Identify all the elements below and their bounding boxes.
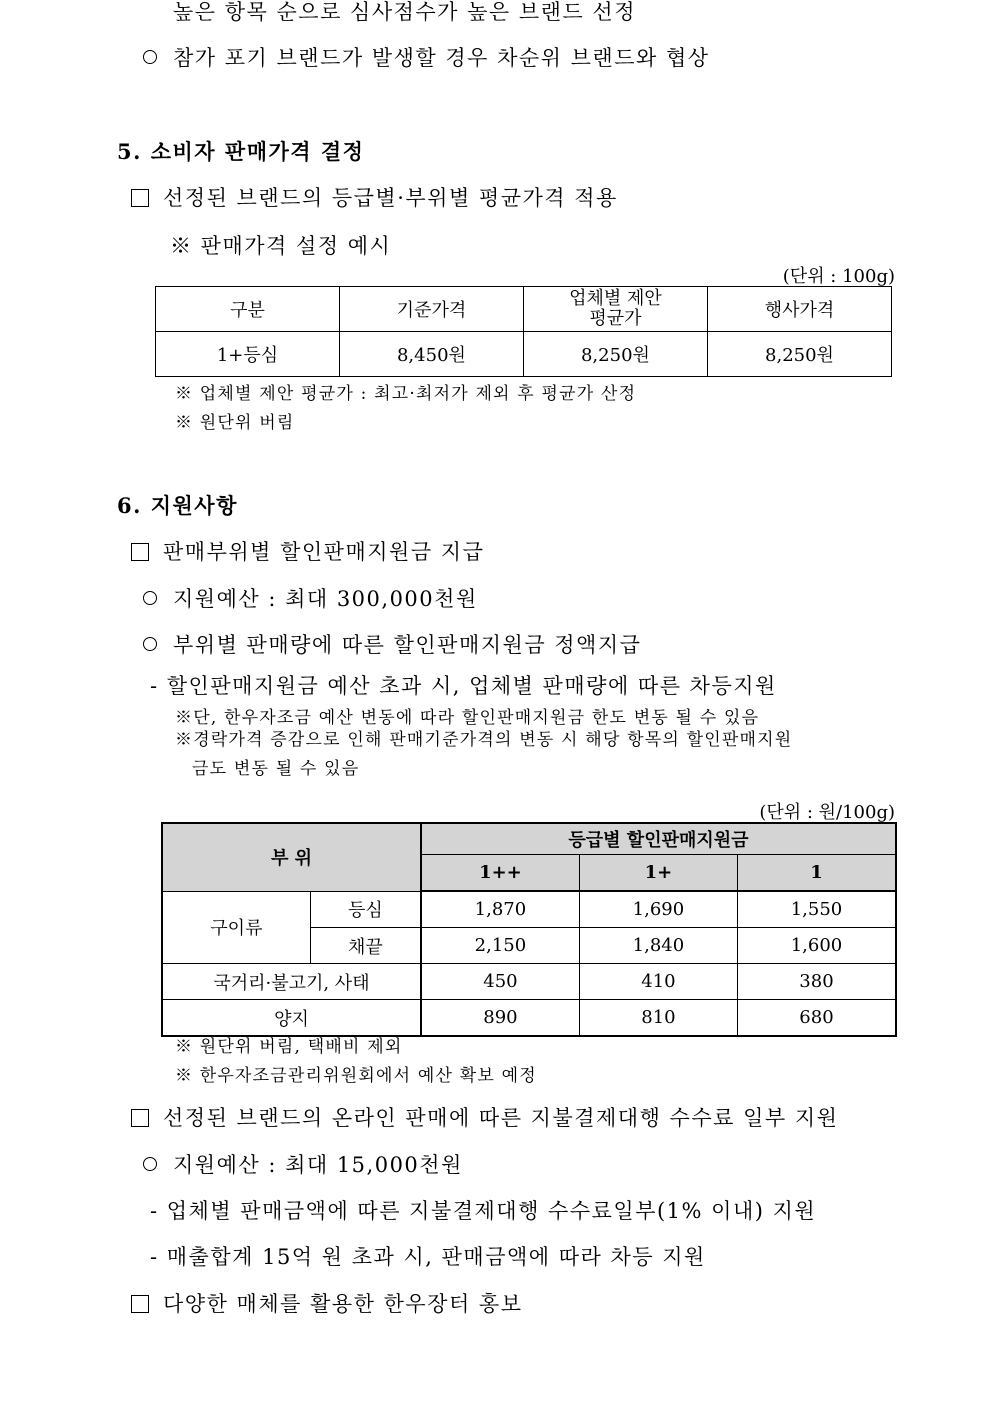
table-cell: 450 — [421, 964, 580, 1000]
table-cell: 680 — [737, 1000, 896, 1037]
bullet-item: 지원예산 : 최대 300,000천원 — [143, 589, 478, 610]
note: ※ 업체별 제안 평균가 : 최고·최저가 제외 후 평균가 산정 — [175, 384, 637, 404]
table-cell: 2,150 — [421, 928, 580, 964]
section-title: 6. 지원사항 — [117, 493, 238, 518]
table-header: 등급별 할인판매지원금 — [421, 823, 896, 855]
circle-bullet-icon — [143, 591, 157, 605]
note: ※단, 한우자조금 예산 변동에 따라 할인판매지원금 한도 변동 될 수 있음 — [175, 708, 760, 728]
table-cell: 1,840 — [579, 928, 737, 964]
table-cell: 국거리·불고기, 사태 — [162, 964, 421, 1000]
note: ※경락가격 증감으로 인해 판매기준가격의 변동 시 해당 항목의 할인판매지원 — [175, 730, 793, 750]
table-cell: 1,550 — [737, 891, 896, 928]
note: ※ 원단위 버림, 택배비 제외 — [175, 1037, 403, 1057]
dash-item: - 매출합계 15억 원 초과 시, 판매금액에 따라 차등 지원 — [150, 1245, 706, 1269]
section-title: 5. 소비자 판매가격 결정 — [117, 139, 365, 164]
box-item: 다양한 매체를 활용한 한우장터 홍보 — [131, 1294, 523, 1315]
table-cell: 8,250원 — [707, 332, 891, 377]
checkbox-square-icon — [131, 189, 149, 207]
table-cell: 채끝 — [310, 928, 421, 964]
table-header: 1+ — [579, 855, 737, 892]
bullet-item: 지원예산 : 최대 15,000천원 — [143, 1155, 463, 1176]
checkbox-square-icon — [131, 543, 149, 561]
note: ※ 원단위 버림 — [175, 413, 295, 433]
table-cell: 1+등심 — [156, 332, 340, 377]
table-header: 1++ — [421, 855, 580, 892]
table-cell: 1,870 — [421, 891, 580, 928]
table-header: 부 위 — [162, 823, 421, 891]
table-cell: 8,250원 — [523, 332, 707, 377]
text-line: 높은 항목 순으로 심사점수가 높은 브랜드 선정 — [173, 0, 636, 24]
unit-label: (단위 : 원/100g) — [759, 802, 895, 823]
box-item: 선정된 브랜드의 온라인 판매에 따른 지불결제대행 수수료 일부 지원 — [131, 1108, 838, 1129]
table-cell: 8,450원 — [339, 332, 523, 377]
table-cell: 구이류 — [162, 891, 310, 964]
table-header: 기준가격 — [339, 287, 523, 332]
circle-bullet-icon — [143, 50, 157, 64]
table-header: 행사가격 — [707, 287, 891, 332]
note: ※ 한우자조금관리위원회에서 예산 확보 예정 — [175, 1066, 537, 1086]
table-header: 구분 — [156, 287, 340, 332]
example-label: ※ 판매가격 설정 예시 — [170, 234, 392, 258]
table-cell: 380 — [737, 964, 896, 1000]
table-header: 업체별 제안 평균가 — [523, 287, 707, 332]
dash-item: - 할인판매지원금 예산 초과 시, 업체별 판매량에 따른 차등지원 — [150, 674, 777, 698]
unit-label: (단위 : 100g) — [782, 266, 895, 287]
bullet-item: 참가 포기 브랜드가 발생할 경우 차순위 브랜드와 협상 — [143, 48, 710, 69]
table-cell: 1,690 — [579, 891, 737, 928]
checkbox-square-icon — [131, 1109, 149, 1127]
box-item: 선정된 브랜드의 등급별·부위별 평균가격 적용 — [131, 188, 618, 209]
table-cell: 양지 — [162, 1000, 421, 1037]
table-cell: 410 — [579, 964, 737, 1000]
box-item: 판매부위별 할인판매지원금 지급 — [131, 542, 484, 563]
note: 금도 변동 될 수 있음 — [192, 759, 360, 779]
checkbox-square-icon — [131, 1295, 149, 1313]
circle-bullet-icon — [143, 637, 157, 651]
table-cell: 1,600 — [737, 928, 896, 964]
dash-item: - 업체별 판매금액에 따른 지불결제대행 수수료일부(1% 이내) 지원 — [150, 1199, 817, 1223]
table-cell: 등심 — [310, 891, 421, 928]
support-table — [161, 822, 897, 1037]
table-header: 1 — [737, 855, 896, 892]
table-cell: 890 — [421, 1000, 580, 1037]
price-table — [155, 286, 892, 377]
circle-bullet-icon — [143, 1157, 157, 1171]
table-cell: 810 — [579, 1000, 737, 1037]
bullet-item: 부위별 판매량에 따른 할인판매지원금 정액지급 — [143, 635, 641, 656]
